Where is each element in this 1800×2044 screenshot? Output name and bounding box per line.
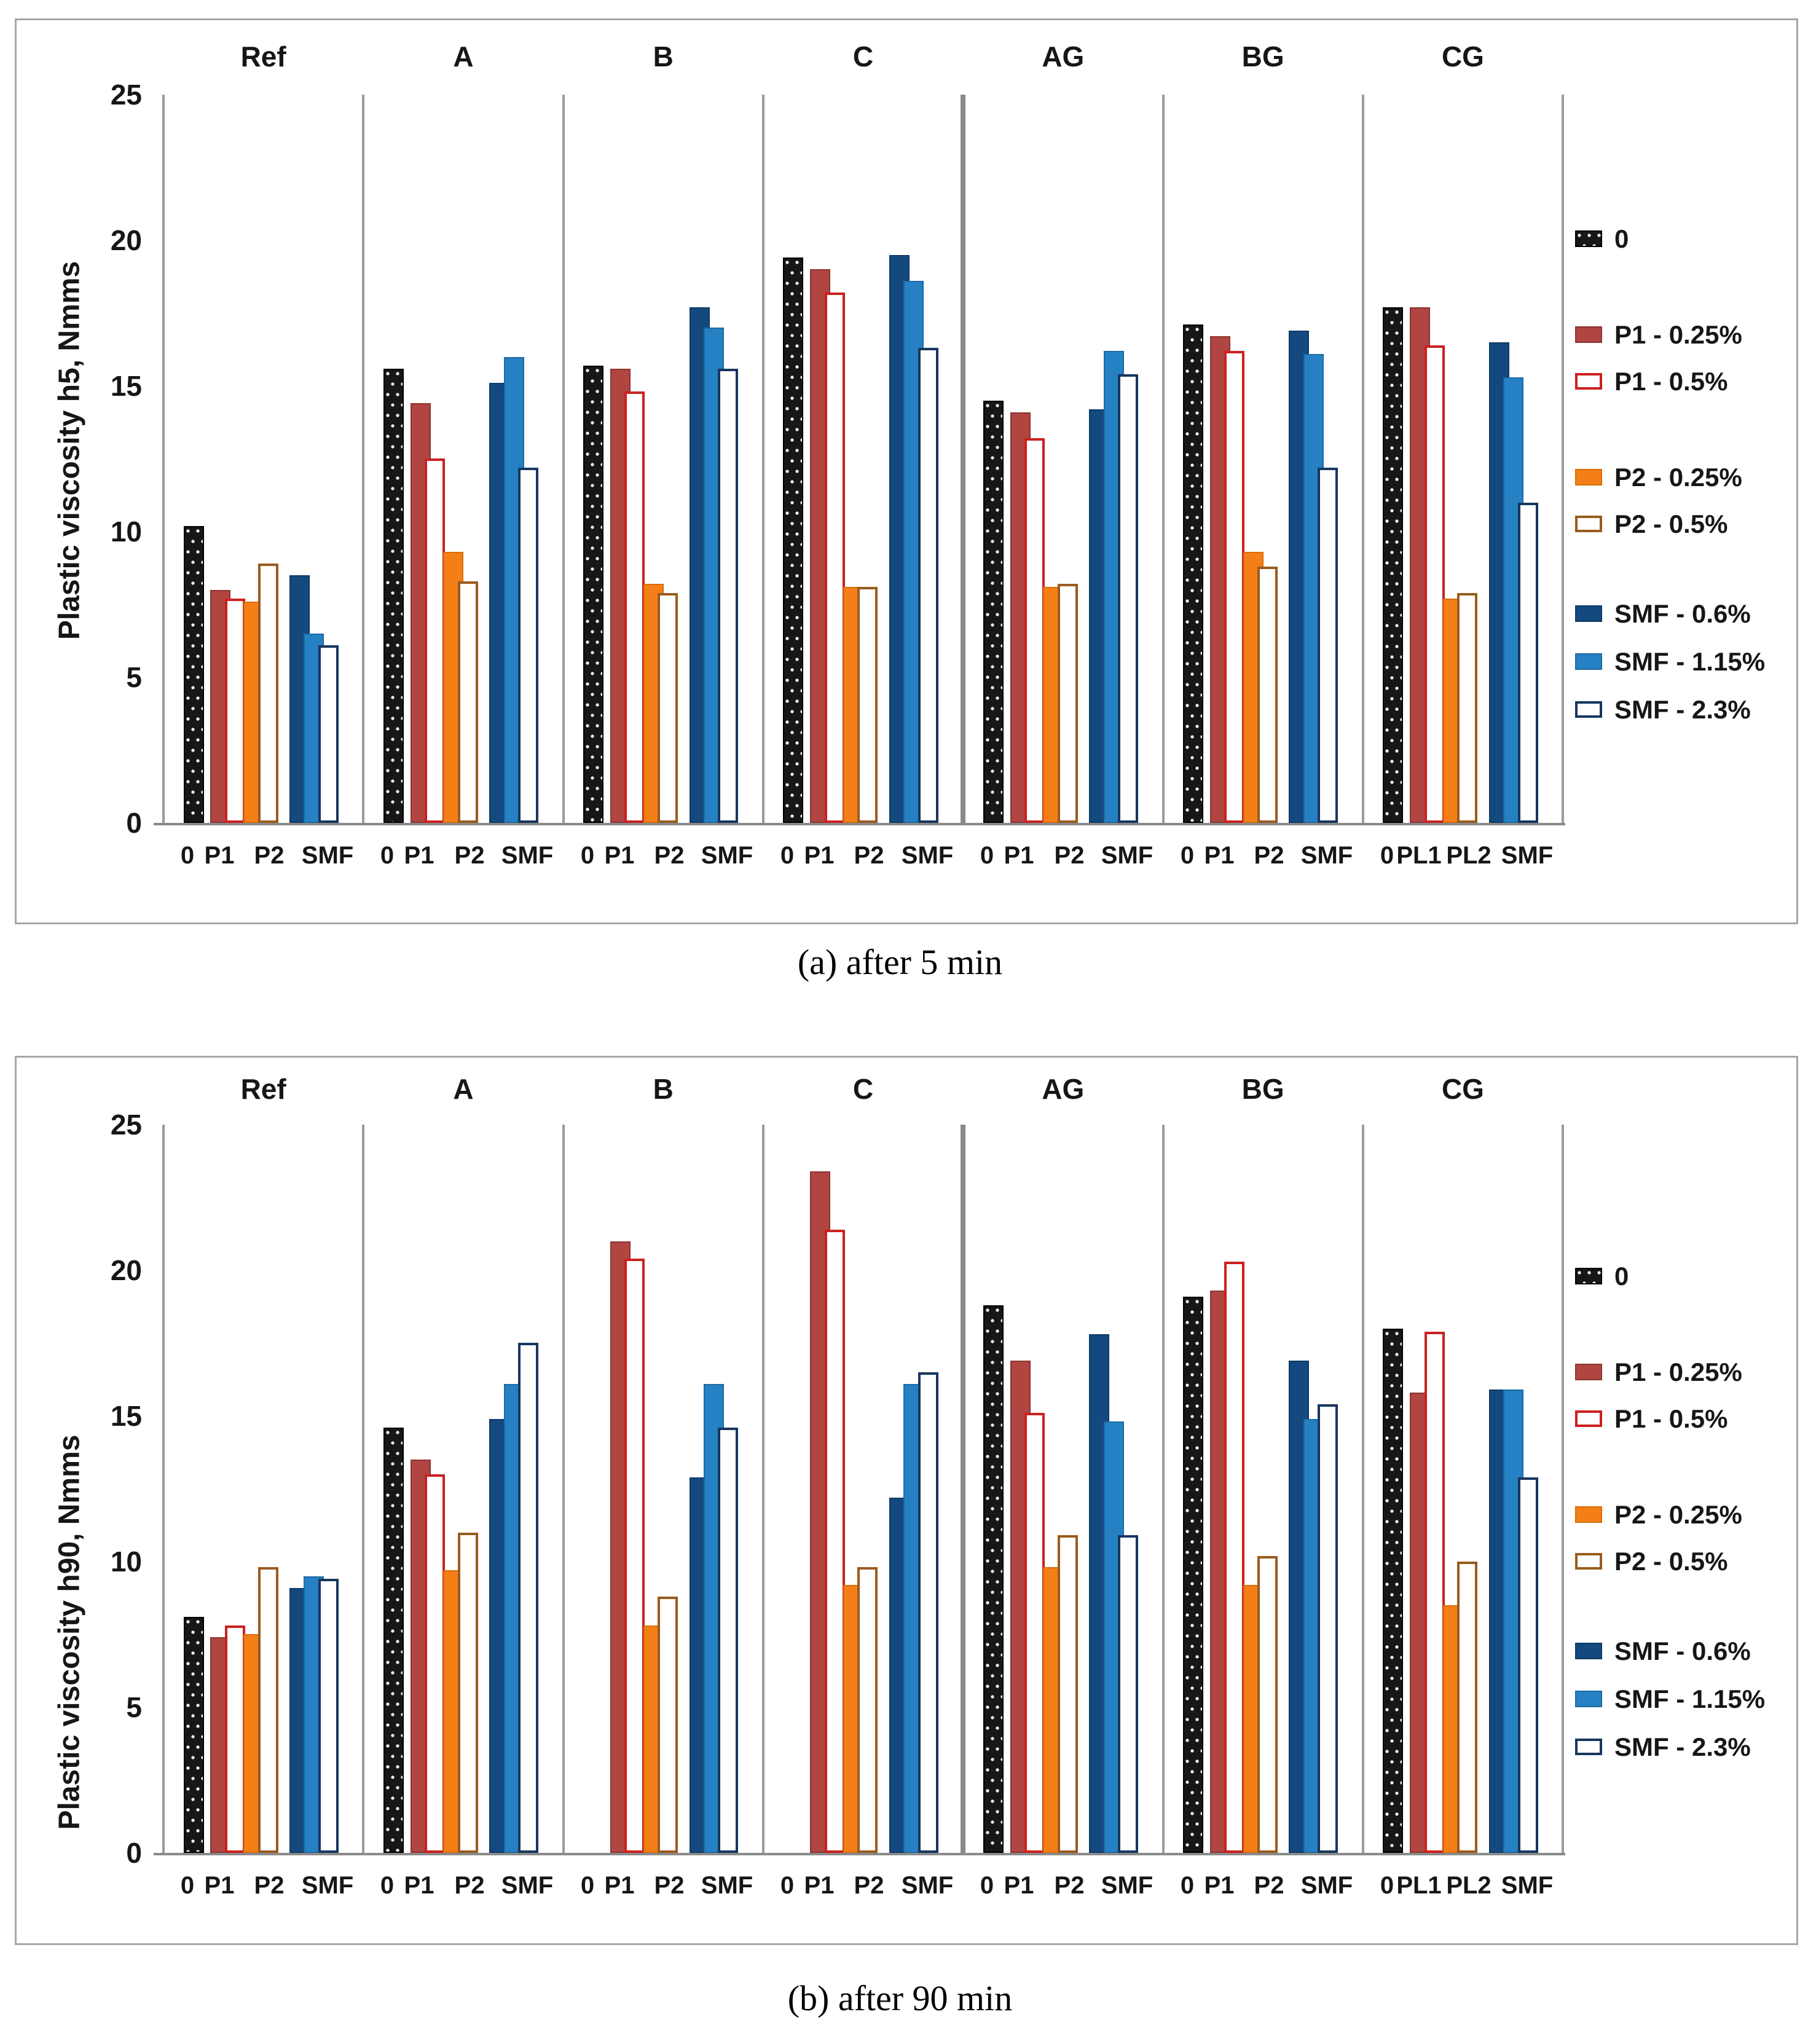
group-label-Ref: Ref (240, 1073, 286, 1105)
y-axis-line (162, 95, 165, 825)
x-tick-label: P2 (1254, 842, 1284, 869)
legend-swatch-series2 (1575, 373, 1602, 390)
group-separator-line (562, 95, 565, 825)
bar-Ref-series0 (184, 1617, 204, 1853)
bar-C-series4 (857, 1567, 878, 1853)
bar-B-series7 (718, 1428, 738, 1853)
group-separator-line (1562, 1125, 1564, 1855)
bar-B-series7 (718, 369, 738, 823)
x-tick-label: 0 (380, 1872, 395, 1899)
group-separator-line (1362, 1125, 1364, 1855)
legend-label-series1: P1 - 0.25% (1614, 1358, 1742, 1386)
y-tick-label: 20 (110, 1254, 142, 1286)
x-tick-label: P2 (854, 842, 884, 869)
bar-C-series7 (918, 348, 938, 823)
x-tick-label: PL1 (1396, 1872, 1442, 1899)
group-label-AG: AG (1042, 1073, 1085, 1105)
bar-B-series4 (658, 1597, 678, 1853)
bar-BG-series2 (1224, 1262, 1244, 1853)
x-tick-label: SMF (701, 842, 753, 869)
x-tick-label: P1 (604, 842, 635, 869)
bar-A-series2 (425, 458, 445, 823)
legend-label-series2: P1 - 0.5% (1614, 1404, 1728, 1433)
x-tick-label: 0 (580, 842, 595, 869)
bar-B-series2 (624, 391, 645, 823)
legend-swatch-series6 (1575, 653, 1602, 670)
x-tick-label: SMF (301, 842, 354, 869)
bar-C-series2 (825, 293, 845, 823)
legend-label-series5: SMF - 0.6% (1614, 599, 1751, 628)
group-label-A: A (453, 1073, 474, 1105)
x-tick-label: SMF (1501, 1872, 1554, 1899)
y-tick-label: 25 (110, 79, 142, 111)
y-tick-label: 5 (126, 661, 142, 693)
bar-C-series4 (857, 587, 878, 823)
bar-AG-series2 (1024, 1413, 1045, 1853)
legend-label-series1: P1 - 0.25% (1614, 320, 1742, 349)
x-tick-label: SMF (901, 1872, 954, 1899)
y-tick-label: 15 (110, 1400, 142, 1432)
bar-BG-series7 (1318, 1404, 1338, 1853)
x-tick-label: P2 (854, 1872, 884, 1899)
bar-CG-series7 (1518, 1477, 1538, 1853)
x-tick-label: P2 (1054, 1872, 1085, 1899)
y-tick-label: 10 (110, 1546, 142, 1578)
bar-AG-series7 (1118, 1535, 1138, 1853)
x-tick-label: 0 (1380, 842, 1394, 869)
bar-Ref-series7 (318, 1579, 339, 1853)
legend-label-series6: SMF - 1.15% (1614, 647, 1766, 676)
bar-AG-series0 (983, 1305, 1004, 1853)
x-tick-label: SMF (901, 842, 954, 869)
x-tick-label: SMF (701, 1872, 753, 1899)
bar-Ref-series4 (258, 564, 278, 823)
bar-BG-series0 (1183, 324, 1203, 823)
bar-BG-series4 (1257, 1556, 1278, 1853)
y-axis-line (162, 1125, 165, 1855)
legend-label-series7: SMF - 2.3% (1614, 1732, 1751, 1761)
legend-swatch-series3 (1575, 1506, 1602, 1523)
bar-CG-series0 (1383, 1329, 1403, 1853)
group-label-C: C (852, 1073, 874, 1105)
bar-BG-series4 (1257, 567, 1278, 823)
x-tick-label: P1 (1004, 842, 1034, 869)
x-tick-label: 0 (380, 842, 395, 869)
x-tick-label: SMF (301, 1872, 354, 1899)
x-tick-label: 0 (1380, 1872, 1394, 1899)
bar-BG-series7 (1318, 468, 1338, 823)
x-tick-label: SMF (1501, 842, 1554, 869)
group-separator-line (1162, 95, 1165, 825)
legend-swatch-series1 (1575, 326, 1602, 343)
bar-AG-series4 (1058, 584, 1078, 823)
x-tick-label: 0 (580, 1872, 595, 1899)
bar-BG-series0 (1183, 1297, 1203, 1853)
legend-label-series4: P2 - 0.5% (1614, 509, 1728, 538)
bar-CG-series7 (1518, 503, 1538, 823)
y-tick-label: 5 (126, 1691, 142, 1723)
legend-swatch-series6 (1575, 1691, 1602, 1707)
x-tick-label: P2 (1254, 1872, 1284, 1899)
bar-A-series7 (518, 1343, 538, 1853)
x-tick-label: SMF (501, 1872, 554, 1899)
x-tick-label: P1 (404, 842, 434, 869)
y-tick-label: 0 (126, 807, 142, 839)
bar-Ref-series0 (184, 526, 204, 823)
x-tick-label: P2 (254, 1872, 285, 1899)
y-tick-label: 20 (110, 224, 142, 256)
bar-C-series7 (918, 1372, 938, 1853)
x-tick-label: 0 (180, 842, 195, 869)
bar-Ref-series2 (225, 1625, 245, 1853)
bar-B-series2 (624, 1259, 645, 1853)
x-tick-label: SMF (501, 842, 554, 869)
x-tick-label: P1 (1204, 842, 1235, 869)
legend-swatch-series4 (1575, 516, 1602, 532)
group-separator-line (562, 1125, 565, 1855)
x-tick-label: P1 (404, 1872, 434, 1899)
bar-Ref-series7 (318, 645, 339, 823)
group-label-A: A (453, 41, 474, 73)
group-separator-line (362, 95, 364, 825)
group-separator-line (1162, 1125, 1165, 1855)
group-separator-line (961, 95, 965, 825)
group-separator-line (1562, 95, 1564, 825)
chart-panel-b (15, 1056, 1798, 1945)
group-label-C: C (852, 41, 874, 73)
x-tick-label: P1 (804, 1872, 835, 1899)
caption-a: (a) after 5 min (797, 942, 1003, 982)
group-label-B: B (653, 1073, 674, 1105)
bar-B-series0 (583, 366, 603, 823)
legend-label-series4: P2 - 0.5% (1614, 1547, 1728, 1576)
x-tick-label: SMF (1101, 842, 1153, 869)
x-tick-label: P2 (454, 842, 485, 869)
x-tick-label: P1 (204, 842, 235, 869)
x-tick-label: 0 (1180, 842, 1195, 869)
bar-B-series4 (658, 593, 678, 823)
group-label-B: B (653, 41, 674, 73)
bar-AG-series0 (983, 401, 1004, 823)
bar-A-series0 (383, 369, 404, 823)
x-tick-label: P1 (1204, 1872, 1235, 1899)
x-tick-label: SMF (1300, 1872, 1353, 1899)
legend-label-series3: P2 - 0.25% (1614, 463, 1742, 492)
group-label-BG: BG (1241, 41, 1284, 73)
x-tick-label: 0 (1180, 1872, 1195, 1899)
y-tick-label: 15 (110, 370, 142, 402)
bar-CG-series4 (1457, 593, 1477, 823)
x-tick-label: P2 (654, 842, 685, 869)
x-tick-label: SMF (1300, 842, 1353, 869)
group-label-BG: BG (1241, 1073, 1284, 1105)
x-tick-label: P1 (804, 842, 835, 869)
bar-CG-series4 (1457, 1562, 1477, 1853)
chart-panel-a (15, 18, 1798, 924)
legend-label-series2: P1 - 0.5% (1614, 367, 1728, 396)
legend-label-series0: 0 (1614, 224, 1629, 253)
x-tick-label: P1 (204, 1872, 235, 1899)
bar-Ref-series2 (225, 599, 245, 823)
bar-Ref-series4 (258, 1567, 278, 1853)
group-separator-line (762, 1125, 764, 1855)
legend-label-series7: SMF - 2.3% (1614, 695, 1751, 724)
x-tick-label: PL2 (1446, 842, 1491, 869)
legend-swatch-series1 (1575, 1364, 1602, 1380)
bar-AG-series7 (1118, 374, 1138, 823)
group-separator-line (961, 1125, 965, 1855)
legend-swatch-series7 (1575, 701, 1602, 718)
bar-A-series4 (458, 1533, 478, 1853)
x-tick-label: 0 (180, 1872, 195, 1899)
x-axis-line (154, 1853, 1565, 1855)
group-label-CG: CG (1441, 41, 1484, 73)
legend-label-series5: SMF - 0.6% (1614, 1637, 1751, 1665)
legend-label-series0: 0 (1614, 1262, 1629, 1291)
group-separator-line (362, 1125, 364, 1855)
group-label-AG: AG (1042, 41, 1085, 73)
legend-swatch-series0 (1575, 1268, 1602, 1284)
bar-C-series2 (825, 1230, 845, 1853)
x-tick-label: P2 (254, 842, 285, 869)
x-tick-label: PL2 (1446, 1872, 1491, 1899)
bar-AG-series2 (1024, 438, 1045, 823)
group-label-Ref: Ref (240, 41, 286, 73)
bar-A-series0 (383, 1428, 404, 1853)
x-tick-label: P1 (1004, 1872, 1034, 1899)
bar-C-series0 (783, 257, 803, 823)
y-tick-label: 10 (110, 516, 142, 548)
y-tick-label: 25 (110, 1109, 142, 1141)
legend-swatch-series2 (1575, 1410, 1602, 1427)
x-tick-label: SMF (1101, 1872, 1153, 1899)
y-axis-title-b: Plastic viscosity h90, Nmms (53, 1434, 86, 1830)
x-tick-label: PL1 (1396, 842, 1442, 869)
x-tick-label: P2 (1054, 842, 1085, 869)
bar-A-series7 (518, 468, 538, 823)
legend-swatch-series3 (1575, 469, 1602, 485)
group-separator-line (762, 95, 764, 825)
legend-swatch-series7 (1575, 1739, 1602, 1755)
x-tick-label: 0 (780, 842, 795, 869)
bar-CG-series2 (1425, 1332, 1445, 1853)
x-tick-label: 0 (980, 842, 994, 869)
legend-swatch-series4 (1575, 1553, 1602, 1570)
legend-label-series3: P2 - 0.25% (1614, 1500, 1742, 1529)
x-tick-label: P2 (454, 1872, 485, 1899)
bar-CG-series2 (1425, 345, 1445, 823)
group-label-CG: CG (1441, 1073, 1484, 1105)
x-tick-label: P1 (604, 1872, 635, 1899)
legend-swatch-series5 (1575, 605, 1602, 622)
legend-swatch-series5 (1575, 1643, 1602, 1659)
bar-CG-series0 (1383, 307, 1403, 823)
y-tick-label: 0 (126, 1837, 142, 1869)
x-axis-line (154, 823, 1565, 825)
bar-A-series4 (458, 581, 478, 823)
group-separator-line (1362, 95, 1364, 825)
legend-label-series6: SMF - 1.15% (1614, 1684, 1766, 1713)
legend-swatch-series0 (1575, 230, 1602, 247)
bar-BG-series2 (1224, 351, 1244, 823)
x-tick-label: 0 (780, 1872, 795, 1899)
bar-AG-series4 (1058, 1535, 1078, 1853)
x-tick-label: 0 (980, 1872, 994, 1899)
x-tick-label: P2 (654, 1872, 685, 1899)
y-axis-title-a: Plastic viscosity h5, Nmms (53, 261, 86, 640)
caption-b: (b) after 90 min (787, 1978, 1013, 2018)
bar-A-series2 (425, 1474, 445, 1853)
